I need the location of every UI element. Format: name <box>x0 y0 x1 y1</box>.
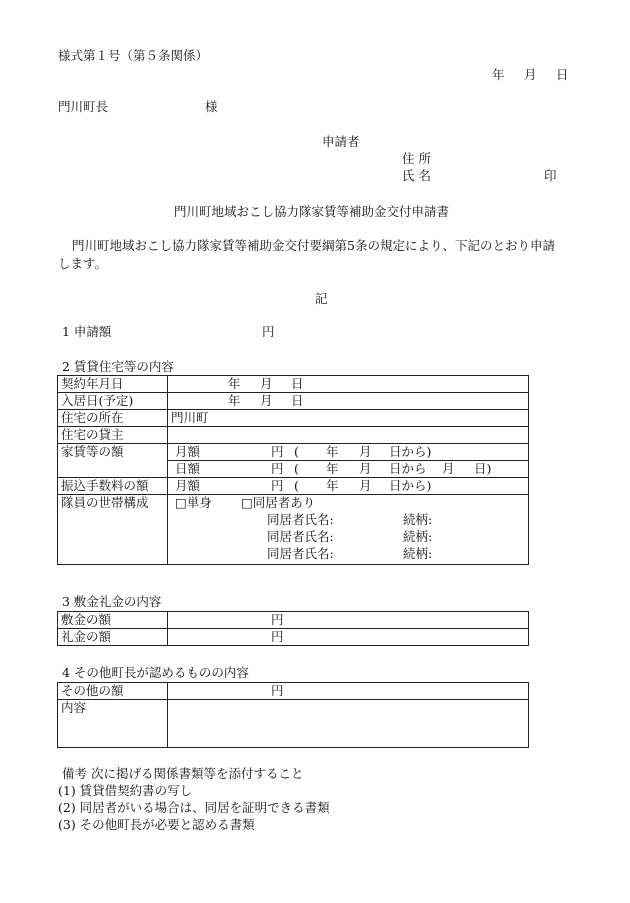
rent-daily-field[interactable] <box>168 461 529 478</box>
table-row <box>58 444 529 461</box>
table-row <box>58 393 529 410</box>
deposit-field[interactable] <box>168 612 529 629</box>
body-text-line1: 門川町地域おこし協力隊家賃等補助金交付要綱第5条の規定により、下記のとおり申請 <box>72 238 555 253</box>
addressee-name: 門川町長 <box>58 99 109 114</box>
contract-date-field[interactable] <box>168 376 529 393</box>
ki-mark: 記 <box>315 291 328 306</box>
remarks-item: (3) その他町長が必要と認める書類 <box>58 817 255 832</box>
cohabitant-relation-label: 続柄: <box>403 546 433 561</box>
table-row <box>58 376 529 393</box>
transfer-fee-label: 振込手数料の額 <box>58 478 168 495</box>
move-in-date-label: 入居日(予定) <box>58 393 168 410</box>
remarks-item: (1) 賃貸借契約書の写し <box>58 783 193 798</box>
section2-label: 2 賃貸住宅等の内容 <box>62 359 174 374</box>
household-label: 隊員の世帯構成 <box>58 495 168 565</box>
transfer-fee-yen: 円 <box>271 478 284 493</box>
table-row <box>58 410 529 427</box>
section3-label: 3 敷金礼金の内容 <box>62 594 162 609</box>
transfer-fee-open: ( <box>294 478 299 493</box>
body-text-line2: します。 <box>58 256 108 271</box>
rent-label: 家賃等の額 <box>58 444 168 478</box>
deposit-unit: 円 <box>271 612 284 627</box>
table-row <box>58 427 529 444</box>
other-amount-unit: 円 <box>271 683 284 698</box>
rent-monthly-from: 日から) <box>389 444 432 459</box>
date-month: 月 <box>524 67 537 82</box>
transfer-fee-from: 日から) <box>389 478 432 493</box>
table-row <box>58 495 529 565</box>
rent-daily-month2: 月 <box>442 461 455 476</box>
rent-daily-from: 日から <box>389 461 427 476</box>
contract-year: 年 <box>228 376 241 391</box>
rent-daily-day2: 日) <box>474 461 492 476</box>
transfer-fee-year: 年 <box>326 478 339 493</box>
transfer-fee-month: 月 <box>359 478 372 493</box>
table-row <box>58 700 529 748</box>
content-label: 内容 <box>58 700 168 748</box>
rent-monthly-field[interactable] <box>168 444 529 461</box>
cohabitant-name-label: 同居者氏名: <box>267 546 334 561</box>
contract-month: 月 <box>260 376 273 391</box>
applicant-name-label: 氏 名 <box>402 168 431 183</box>
other-amount-label: その他の額 <box>58 683 168 700</box>
date-day: 日 <box>556 67 569 82</box>
rent-monthly-month: 月 <box>359 444 372 459</box>
applicant-label: 申請者 <box>322 134 360 149</box>
transfer-fee-kind: 月額 <box>175 478 201 493</box>
cohabitant-relation-label: 続柄: <box>403 529 433 544</box>
applicant-seal: 印 <box>544 168 557 183</box>
location-value[interactable]: 門川町 <box>168 410 529 427</box>
location-label: 住宅の所在 <box>58 410 168 427</box>
household-single-checkbox[interactable]: □単身 <box>175 495 212 510</box>
rent-monthly-year: 年 <box>326 444 339 459</box>
rent-monthly-yen: 円 <box>271 444 284 459</box>
table-row <box>58 478 529 495</box>
section1-label: 1 申請額 <box>62 324 112 339</box>
addressee-honorific: 様 <box>205 99 218 114</box>
applicant-address-label: 住 所 <box>402 151 431 166</box>
rent-daily-open: ( <box>294 461 299 476</box>
rent-daily-year: 年 <box>326 461 339 476</box>
date-year: 年 <box>492 67 505 82</box>
cohabitant-relation-label: 続柄: <box>403 512 433 527</box>
table-row <box>58 629 529 646</box>
move-in-date-field[interactable] <box>168 393 529 410</box>
cohabitant-name-label: 同居者氏名: <box>267 512 334 527</box>
other-amount-field[interactable] <box>168 683 529 700</box>
rent-monthly-kind: 月額 <box>175 444 201 459</box>
rental-housing-table <box>57 375 529 565</box>
deposit-table <box>57 611 529 646</box>
table-row <box>58 683 529 700</box>
transfer-fee-field[interactable] <box>168 478 529 495</box>
section4-label: 4 その他町長が認めるものの内容 <box>62 665 249 680</box>
move-in-day: 日 <box>291 393 304 408</box>
landlord-label: 住宅の貸主 <box>58 427 168 444</box>
document-title: 門川町地域おこし協力隊家賃等補助金交付申請書 <box>174 204 450 219</box>
rent-monthly-open: ( <box>294 444 299 459</box>
household-field[interactable] <box>168 495 529 565</box>
remarks-item: (2) 同居者がいる場合は、同居を証明できる書類 <box>58 800 330 815</box>
key-money-unit: 円 <box>271 629 284 644</box>
landlord-field[interactable] <box>168 427 529 444</box>
rent-daily-yen: 円 <box>271 461 284 476</box>
remarks-heading: 備考 次に掲げる関係書類等を添付すること <box>62 766 304 781</box>
household-cohabitant-checkbox[interactable]: □同居者あり <box>241 495 316 510</box>
move-in-year: 年 <box>228 393 241 408</box>
rent-daily-month: 月 <box>359 461 372 476</box>
section1-unit: 円 <box>262 324 275 339</box>
other-table <box>57 682 529 748</box>
key-money-label: 礼金の額 <box>58 629 168 646</box>
contract-day: 日 <box>291 376 304 391</box>
contract-date-label: 契約年月日 <box>58 376 168 393</box>
form-number: 様式第１号（第５条関係） <box>58 48 209 63</box>
cohabitant-name-label: 同居者氏名: <box>267 529 334 544</box>
deposit-label: 敷金の額 <box>58 612 168 629</box>
table-row <box>58 612 529 629</box>
content-field[interactable] <box>168 700 529 748</box>
key-money-field[interactable] <box>168 629 529 646</box>
rent-daily-kind: 日額 <box>175 461 201 476</box>
move-in-month: 月 <box>260 393 273 408</box>
